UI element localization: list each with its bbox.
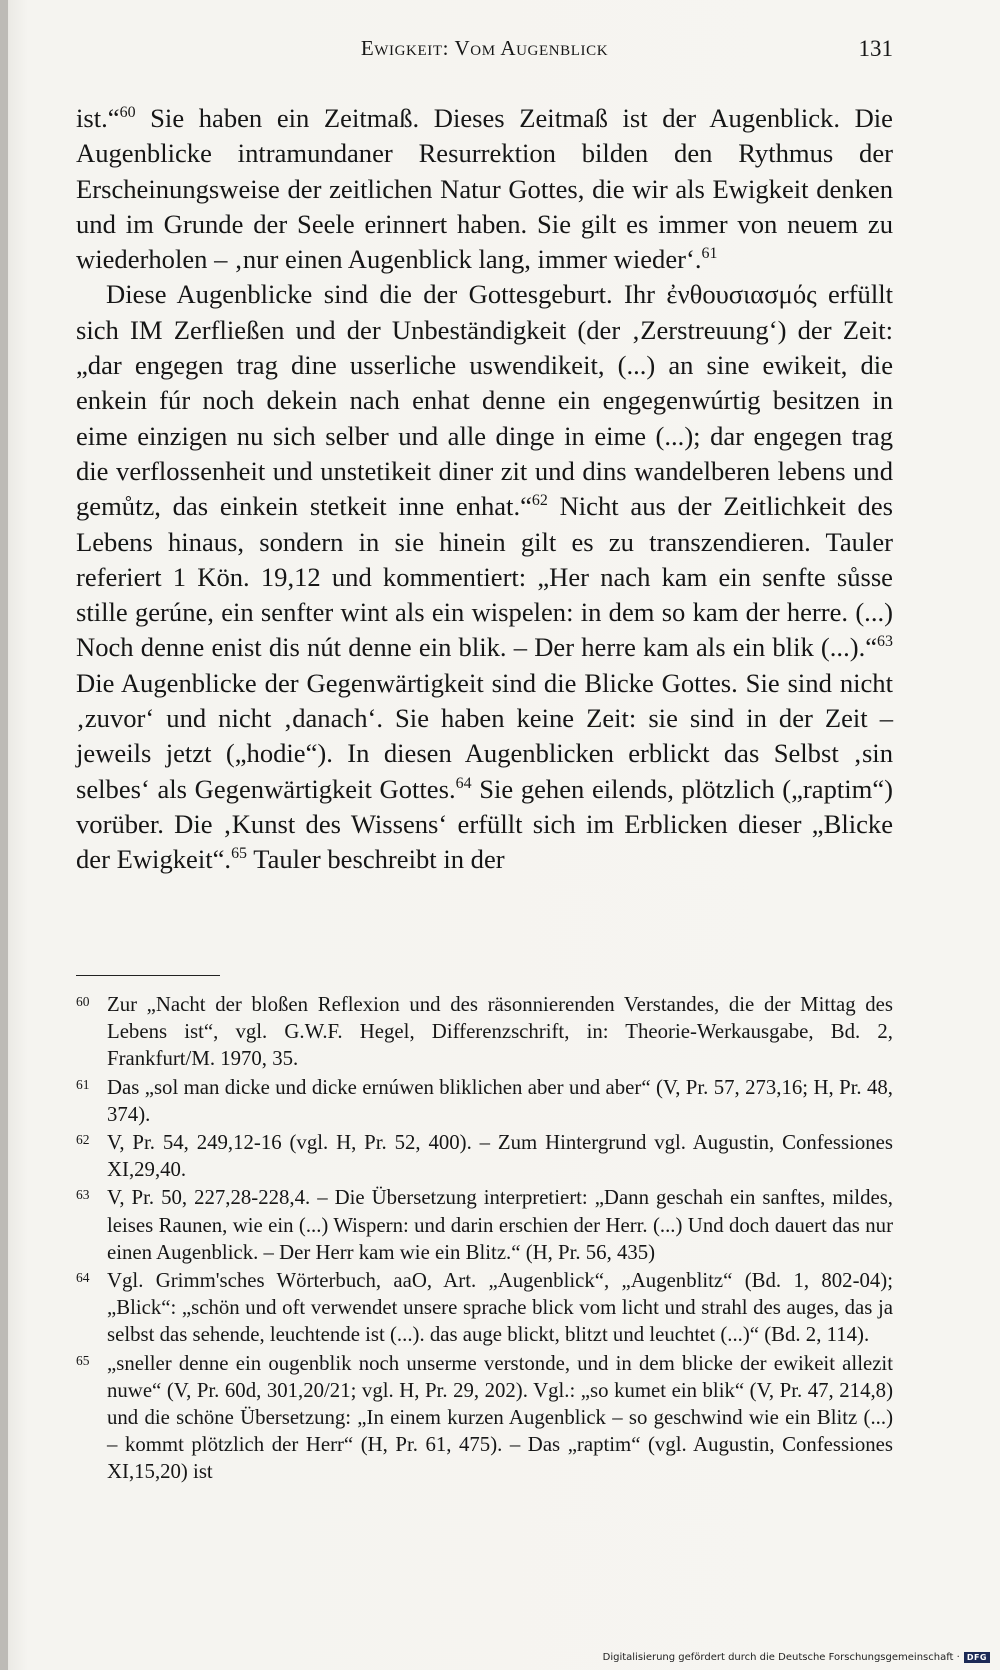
- footnote-text: V, Pr. 54, 249,12-16 (vgl. H, Pr. 52, 400). – Zum Hintergrund vgl. Augustin, Confessiones XI,29,40.: [107, 1131, 893, 1182]
- footnote-62: [76, 1129, 893, 1183]
- footnote-text: „sneller denne ein ougenblik noch unserme verstonde, und in dem blicke der ewikeit allezit nuwe“ (V, Pr. 60d, 301,20/21; vgl. H, Pr. 29, 202). Vgl.: „so kumet ein blik“ (V, Pr. 47, 214,8) und die schöne Übersetzung: „In einem kurzen Augenblick – so geschwind wie ein Blitz (...) – kommt plötzlich der Herr“ (H, Pr. 61, 475). – Das „raptim“ (vgl. Augustin, Confessiones XI,15,20) ist: [107, 1351, 893, 1484]
- footnote-separator: [76, 975, 220, 976]
- footnote-65: [76, 1350, 893, 1486]
- book-spine-shadow: [0, 0, 8, 1670]
- footnote-number: 64: [76, 1270, 90, 1286]
- footnote-63: [76, 1184, 893, 1266]
- footnote-ref-61[interactable]: 61: [701, 245, 718, 263]
- footnote-ref-65[interactable]: 65: [231, 845, 248, 863]
- footnote-text: Vgl. Grimm'sches Wörterbuch, aaO, Art. „Augenblick“, „Augenblitz“ (Bd. 1, 802-04); „Blick“: „schön und oft verwendet unsere sprache blick vom licht und strahl des auges, das ja selbst das sehende, leuchtende ist (...). das auge blickt, blitzt und leuchtet (...)“ (Bd. 2, 114).: [107, 1269, 893, 1347]
- footnote-60: [76, 991, 893, 1073]
- digitization-credit: [603, 1649, 990, 1665]
- footnote-number: 65: [76, 1352, 90, 1368]
- footnote-ref-60[interactable]: 60: [119, 104, 136, 122]
- footnote-64: [76, 1267, 893, 1349]
- footnote-number: 63: [76, 1187, 90, 1203]
- footnote-ref-62[interactable]: 62: [531, 492, 548, 510]
- footnote-text: Zur „Nacht der bloßen Reflexion und des räsonnierenden Verstandes, die der Mittag des Lebens ist“, vgl. G.W.F. Hegel, Differenzschrift, in: Theorie-Werkausgabe, Bd. 2, Frankfurt/M. 1970, 35.: [107, 993, 893, 1071]
- footnotes: [76, 991, 893, 1487]
- page-number: 131: [858, 36, 893, 61]
- footnote-text: Das „sol man dicke und dicke ernúwen bliklichen aber und aber“ (V, Pr. 57, 273,16; H, Pr. 48, 374).: [107, 1075, 893, 1126]
- paragraph-2: Diese Augenblicke sind die der Gottesgeburt. Ihr ἐνθουσιασμός erfüllt sich IM Zerfließen und der Unbeständigkeit (der ‚Zerstreuung‘) der Zeit: „dar engegen trag dine usserliche uswendikeit, (...) an sine ewikeit, die enkein fúr noch dekein nach enhat denne ein engegenwúrtig besitzen in eime einzigen nu sich selber und alle dinge in eime (...); dar engegen trag die verflossenheit und unstetikeit diner zit und dins wandelberen lebens und gemůtz, das einkein stetkeit inne enhat.“$^{62}$ Nicht aus der Zeitlichkeit des Lebens hinaus, sondern in sie hinein gilt es zu transzendieren. Tauler referiert 1 Kön. 19,12 und kommentiert: „Her nach kam ein senfte sůsse stille gerúne, ein senfter wint als ein wispelen: in dem so kam der herre. (...) Noch denne enist dis nút denne ein blik. – Der herre kam als ein blik (...).“$^{63}$ Die Augenblicke der Gegenwärtigkeit sind die Blicke Gottes. Sie sind nicht ‚zuvor‘ und nicht ‚danach‘. Sie haben keine Zeit: sie sind in der Zeit – jeweils jetzt („hodie“). In diesen Augenblicken erblickt das Selbst ‚sin selbes‘ als Gegenwärtigkeit Gottes.$^{64}$ Sie gehen eilends, plötzlich („raptim“) vorüber. Die ‚Kunst des Wissens‘ erfüllt sich im Erblicken dieser „Blicke der Ewigkeit“.$^{65}$ Tauler beschreibt in der: [76, 279, 893, 875]
- footnote-ref-64[interactable]: 64: [455, 774, 472, 792]
- running-title: Ewigkeit: Vom Augenblick: [360, 36, 609, 60]
- footnote-text: V, Pr. 50, 227,28-228,4. – Die Übersetzung interpretiert: „Dann geschah ein sanftes, mildes, leises Raunen, wie ein (...) Wispern: und darin erschien der Herr. (...) Und doch dauert das nur einen Augenblick. – Der Herr kam wie ein Blitz.“ (H, Pr. 56, 435): [107, 1186, 893, 1264]
- dfg-logo: DFG: [964, 1652, 990, 1663]
- footnote-ref-63[interactable]: 63: [877, 633, 893, 651]
- footnote-number: 61: [76, 1076, 90, 1092]
- main-text: [76, 101, 893, 878]
- credit-text: Digitalisierung gefördert durch die Deutsche Forschungsgemeinschaft ·: [602, 1651, 960, 1663]
- page-header: [76, 36, 893, 72]
- footnote-61: [76, 1074, 893, 1128]
- footnote-number: 60: [76, 994, 90, 1009]
- footnote-number: 62: [76, 1132, 90, 1148]
- paragraph-1: ist.“$^{60}$ Sie haben ein Zeitmaß. Dieses Zeitmaß ist der Augenblick. Die Augenblicke intramundaner Resurrektion bilden den Rythmus der Erscheinungsweise der zeitlichen Natur Gottes, die wir als Ewigkeit denken und im Grunde der Seele erinnert haben. Sie gilt es immer von neuem zu wiederholen – ‚nur einen Augenblick lang, immer wieder‘.$^{61}$: [76, 103, 893, 275]
